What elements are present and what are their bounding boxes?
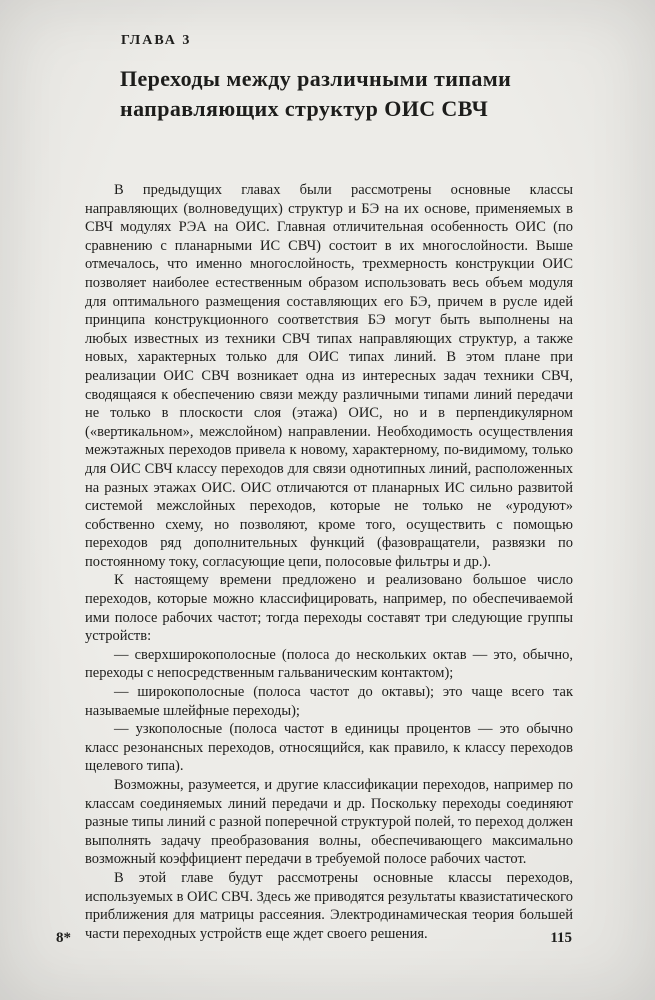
paragraph-intro: В предыдущих главах были рассмотрены основные классы направляющих (волноведущих) структур и БЭ на их основе, применяемых в СВЧ модулях РЭА на ОИС. Главная отличительная особенность ОИС (по сравнению с планарными ИС СВЧ) состоит в их многослойности. Выше отмечалось, что именно многослойность, трехмерность конструкции ОИС позволяет наиболее естественным образом использовать весь объем модуля для оптимального размещения составляющих его БЭ, причем в русле идей принципа конструкционного соответствия БЭ могут быть выполнены на любых известных из техники СВЧ типах направляющих структур, а также новых, характерных только для ОИС типах линий. В этом плане при реализации ОИС СВЧ возникает одна из интересных задач техники СВЧ, сводящаяся к обеспечению связи между различными типами линий передачи не только в плоскости слоя (этажа) ОИС, но и в перпендикулярном («вертикальном», межслойном) направлении. Необходимость осуществления межэтажных переходов привела к новому, характерному, по-видимому, только для ОИС СВЧ классу переходов для связи однотипных линий, расположенных на разных этажах ОИС. ОИС отличаются от планарных ИС сильно развитой системой межслойных переходов, которые не только не «уродуют» собственно схему, но позволяют, кроме того, осуществить с помощью переходов ряд дополнительных функций (фазовращатели, развязки по постоянному току, согласующие цепи, полосовые фильтры и др.). <box>85 182 573 570</box>
list-item-ultrawideband: — сверхширокополосные (полоса до нескольких октав — это, обычно, переходы с непосредственным гальваническим контактом); <box>85 646 573 682</box>
page-footer <box>56 930 572 947</box>
body-text <box>85 181 573 943</box>
paragraph-chapter-overview: В этой главе будут рассмотрены основные классы переходов, используемых в ОИС СВЧ. Здесь же приводятся результаты квазистатического приближения для матрицы рассеяния. Электродинамическая теория большей части переходных устройств еще ждет своего решения. <box>85 869 573 942</box>
list-item-narrowband: — узкополосные (полоса частот в единицы процентов — это обычно класс резонансных переходов, относящийся, как правило, к классу переходов щелевого типа). <box>85 721 573 775</box>
paragraph-classification: К настоящему времени предложено и реализовано большое число переходов, которые можно классифицировать, например, по обеспечиваемой ими полосе рабочих частот; тогда переходы составят три следующие группы устройств: <box>85 572 573 645</box>
signature-mark: 8* <box>56 930 71 946</box>
page-number: 115 <box>550 930 572 946</box>
chapter-label: ГЛАВА 3 <box>121 33 192 48</box>
page-title: Переходы между различными типами направляющих структур ОИС СВЧ <box>120 66 512 121</box>
paragraph-other-classifications: Возможны, разумеется, и другие классификации переходов, например по классам соединяемых линий передачи и др. Поскольку переходы соединяют разные типы линий с разной поперечной структурой полей, то переход должен выполнять задачу преобразования волны, обеспечивающего максимально возможный коэффициент передачи в требуемой полосе рабочих частот. <box>85 777 574 868</box>
list-item-wideband: — широкополосные (полоса частот до октавы); это чаще всего так называемые шлейфные переходы); <box>85 684 573 719</box>
